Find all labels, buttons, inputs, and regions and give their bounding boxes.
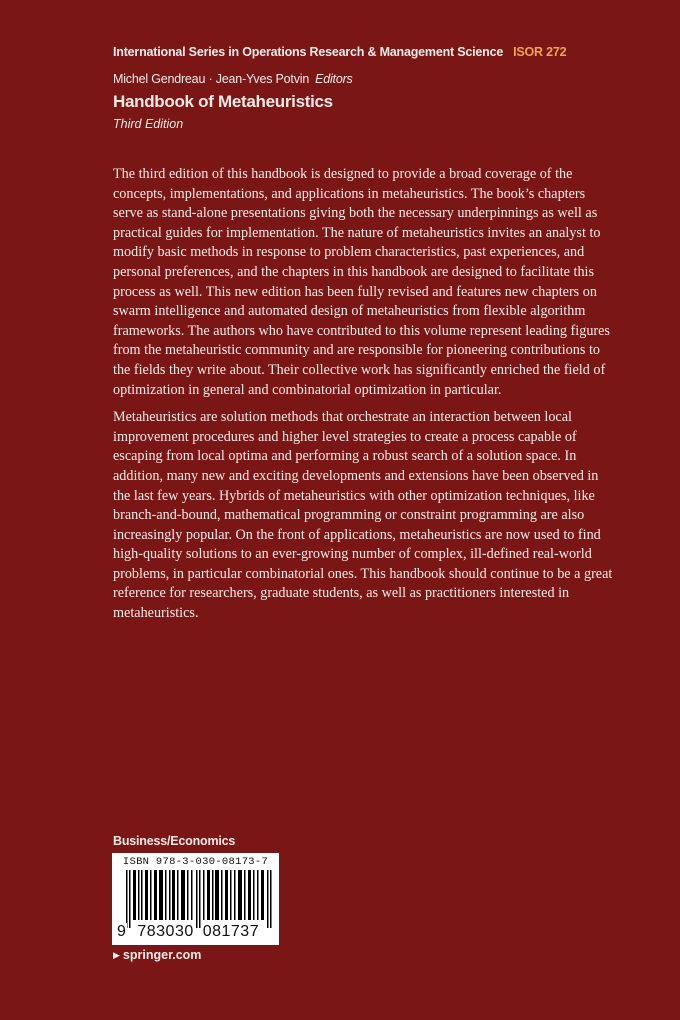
ean-right-group: 081737 xyxy=(202,923,260,940)
book-description xyxy=(113,165,616,632)
editors-role: Editors xyxy=(315,72,353,86)
ean-first-digit: 9 xyxy=(117,923,127,940)
editor-names: Michel Gendreau · Jean-Yves Potvin xyxy=(113,72,310,86)
description-paragraph-1: The third edition of this handbook is designed to provide a broad coverage of the concepts, implementations, and applications in metaheuristics. The book’s chapters serve as stand-alone presentations giving both the necessary underpinnings as well as practical guides for implementation. The nature of metaheuristics invites an analyst to modify basic methods in response to problem characteristics, past experiences, and personal preferences, and the chapters in this handbook are designed to facilitate this process as well. This new edition has been fully revised and features new chapters on swarm intelligence and automated design of metaheuristics from flexible algorithm frameworks. The authors who have contributed to this volume represent leading figures from the metaheuristic community and are responsible for pioneering contributions to the fields they write about. Their collective work has significantly enriched the field of optimization in general and combinatorial optimization in particular. xyxy=(113,166,610,398)
description-paragraph-2: Metaheuristics are solution methods that orchestrate an interaction between local improvement procedures and higher level strategies to create a process capable of escaping from local optima and performing a robust search of a solution space. In addition, many new and exciting developments and extensions have been observed in the last few years. Hybrids of metaheuristics with other optimization techniques, like branch-and-bound, mathematical programming or constraint programming are also increasingly popular. On the front of applications, metaheuristics are now used to find high-quality solutions to an ever-growing number of complex, ill-defined real-world problems, in particular combinatorial ones. This handbook should continue to be a great reference for researchers, graduate students, as well as practitioners interested in metaheuristics. xyxy=(113,409,613,622)
book-edition: Third Edition xyxy=(113,117,184,131)
play-arrow-icon: ▶ xyxy=(113,950,120,960)
series-number: ISOR 272 xyxy=(513,45,567,59)
isbn-barcode xyxy=(112,853,279,945)
publisher-website[interactable]: springer.com xyxy=(122,948,202,962)
ean-left-group: 783030 xyxy=(137,923,194,940)
editors-line xyxy=(113,72,353,86)
barcode-bars xyxy=(126,870,272,928)
subject-category: Business/Economics xyxy=(113,834,236,848)
book-title: Handbook of Metaheuristics xyxy=(113,92,333,111)
ean-digits xyxy=(116,923,278,941)
publisher-link[interactable] xyxy=(113,948,201,962)
series-name: International Series in Operations Research & Management Science xyxy=(113,45,504,59)
series-line xyxy=(113,45,566,59)
isbn-label: ISBN 978-3-030-08173-7 xyxy=(122,856,269,868)
